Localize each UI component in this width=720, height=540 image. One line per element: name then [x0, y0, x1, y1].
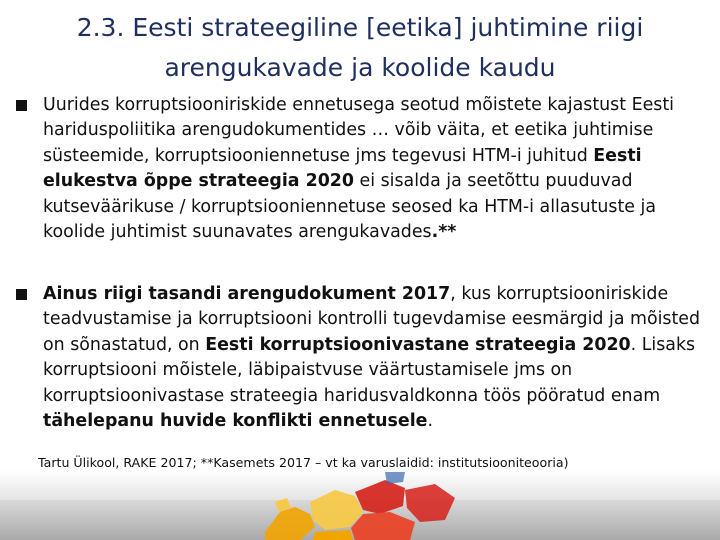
slide-title: 2.3. Eesti strateegiline [eetika] juhtimine riigi arengukavade ja koolide kaudu — [76, 13, 644, 82]
bullet-2-part-1-bold: Ainus riigi tasandi arengudokument 2017 — [43, 284, 451, 304]
square-bullet-icon — [16, 289, 27, 300]
europe-map-image — [255, 472, 465, 540]
bullet-2-part-5-bold: tähelepanu huvide konflikti ennetusele — [43, 411, 428, 432]
bullet-1-part-1: Uurides korruptsiooniriskide ennetusega seotud mõistete kajastust Eesti hariduspoliitika arengudokumentides … võib väita, et eetika juhtimise süsteemide, korruptsiooniennetuse jms tegevusi HTM-i juhitud — [43, 95, 674, 166]
source-note: Tartu Ülikool, RAKE 2017; **Kasemets 2017 – vt ka varuslaidid: institutsiooniteooria) — [38, 455, 569, 470]
bullet-1-part-3: ei sisalda ja seetõttu puuduvad kutseväärikuse / korruptsiooniennetuse seosed ka HTM-i allasutuste ja koolide juhtimist suunavates arengukavades — [43, 171, 657, 243]
bullet-2-part-2: , kus korruptsiooniriskide teadvustamise ja korruptsiooni kontrolli tugevdamise eesmärgid ja mõisted on sõnastatud, on — [43, 284, 701, 355]
square-bullet-icon — [16, 100, 27, 111]
bullet-1-part-2-bold: Eesti elukestva õppe strateegia 2020 — [43, 145, 642, 192]
bullet-item-2 — [16, 282, 704, 434]
bullet-2-part-4: . Lisaks korruptsiooni mõistele, läbipaistvuse väärtustamisele jms on korruptsioonivastase strateegia haridusvaldkonna töös pööratud enam — [43, 334, 696, 406]
bullet-2-part-6: . — [427, 411, 433, 432]
bullet-text-2 — [43, 282, 704, 434]
bullet-item-1 — [16, 93, 704, 245]
bullet-text-1 — [43, 93, 704, 245]
bullet-2-part-3-bold: Eesti korruptsioonivastane strateegia 2020 — [205, 334, 631, 355]
bullet-1-part-4-bold: .** — [431, 222, 457, 243]
